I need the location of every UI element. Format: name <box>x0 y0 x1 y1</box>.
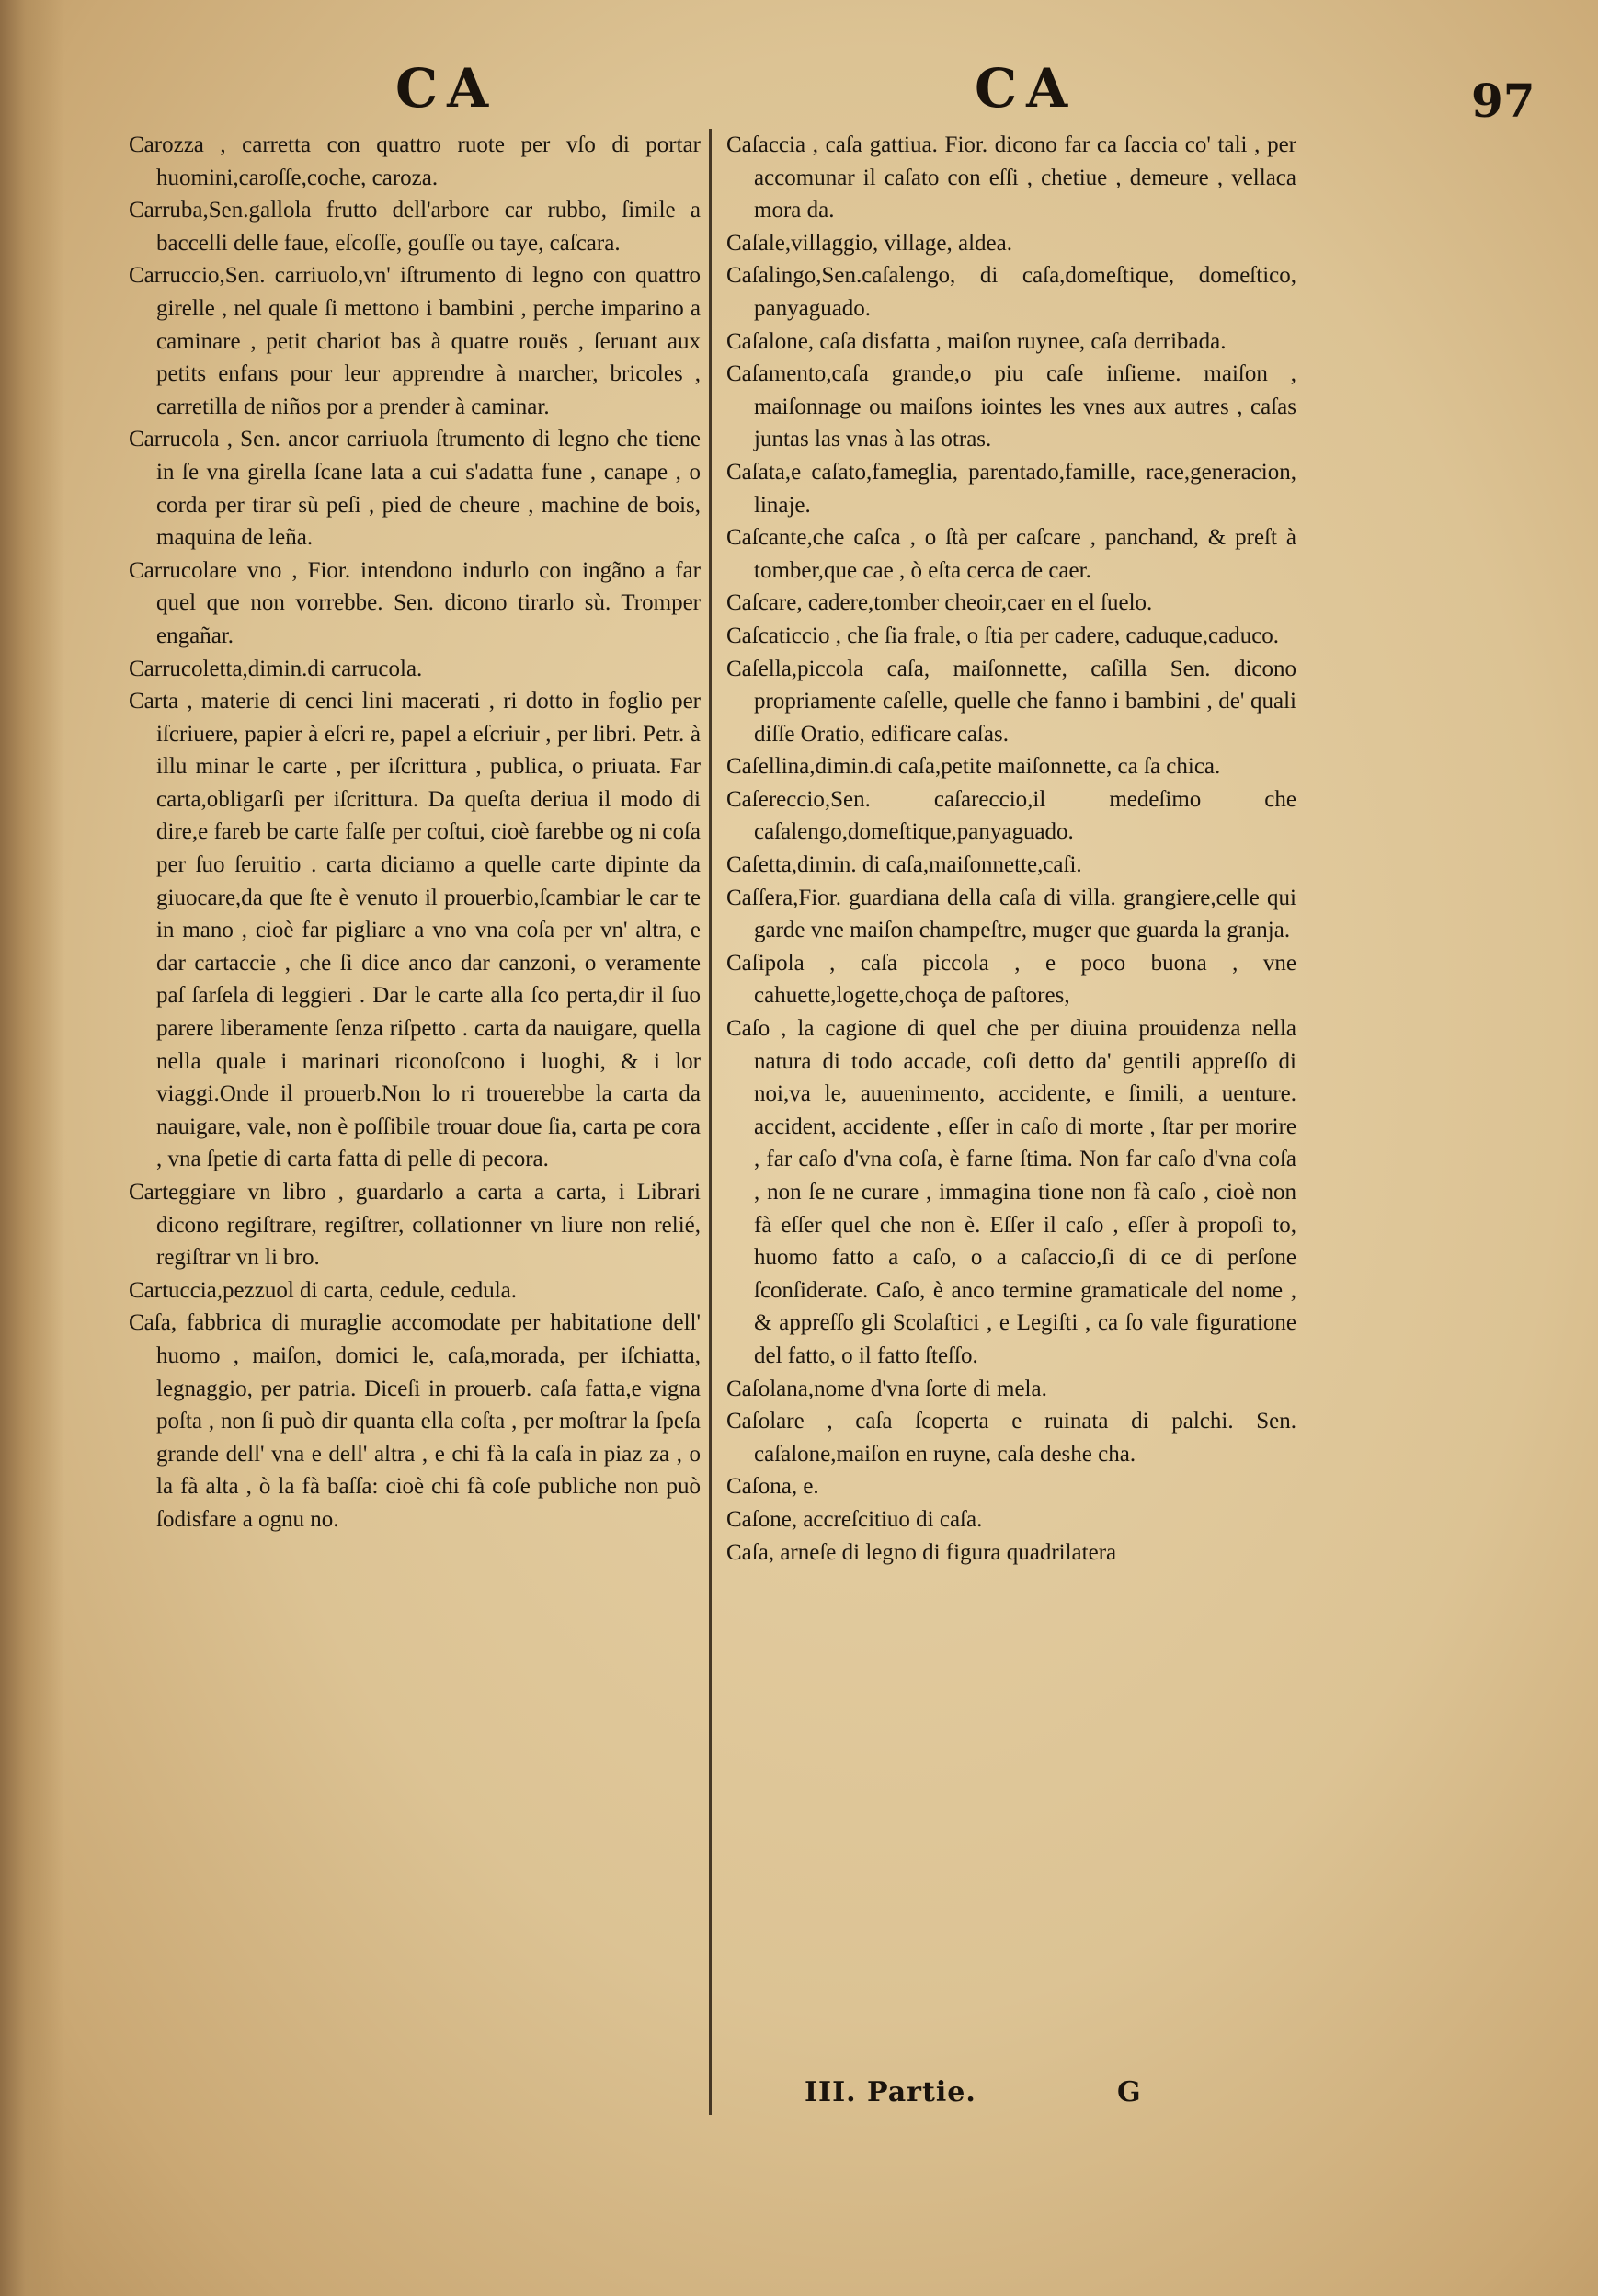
dictionary-entry: Carta , materie di cenci lini macerati , ri dotto in foglio per iſcriuere, papier à eſcri re, papel a eſcriuir , per libri. Petr. à illu minar le carte , per iſcrittura , publica, o priuata. Far carta,obligarſi per iſcrittura. Da queſta deriua il modo di dire,e fareb be carte falſe per coſtui, cioè farebbe og ni coſa per ſuo ſeruitio . carta diciamo a quelle carte dipinte da giuocare,da que ſte è venuto il prouerbio,ſcambiar le car te in mano , cioè far pigliare a vno vna coſa per vn' altra, e dar cartaccie , che ſi dice anco dar canzoni, o veramente paſ ſarſela di leggieri . Dar le carte alla ſco perta,dir il ſuo parere liberamente ſenza riſpetto . carta da nauigare, quella nella quale i marinari riconoſcono i luoghi, & i lor viaggi.Onde il prouerb.Non lo ri trouerebbe la carta da nauigare, vale, non è poſſibile trouar doue ſia, carta pe cora , vna ſpetie di carta fatta di pelle di pecora. <box>129 689 701 1172</box>
dictionary-entry: Caſereccio,Sen. caſareccio,il medeſimo che caſalengo,domeſtique,panyaguado. <box>726 786 1296 845</box>
dictionary-entry: Carrucolare vno , Fior. intendono indurlo con ingãno a far quel que non vorrebbe. Sen. dicono tirarlo sù. Tromper engañar. <box>129 557 701 648</box>
dictionary-entry: Carruba,Sen.gallola frutto dell'arbore car rubbo, ſimile a baccelli delle faue, eſcoſſe, gouſſe ou taye, caſcara. <box>129 198 701 256</box>
dictionary-entry: Caſalingo,Sen.caſalengo, di caſa,domeſtique, domeſtico, panyaguado. <box>726 263 1296 321</box>
dictionary-entry: Caſellina,dimin.di caſa,petite maiſonnette, ca ſa chica. <box>726 754 1221 780</box>
dictionary-entry: Caſona, e. <box>726 1474 819 1500</box>
dictionary-entry: Caſa, arneſe di legno di figura quadrilatera <box>726 1539 1117 1565</box>
dictionary-entry: Caſcaticcio , che ſia frale, o ſtia per cadere, caduque,caduco. <box>726 623 1280 648</box>
dictionary-entry: Caſaccia , caſa gattiua. Fior. dicono far ca ſaccia co' tali , per accomunar il caſato con eſſi , chetiue , demeure , vellaca mora da. <box>726 132 1296 223</box>
dictionary-entry: Caſcante,che caſca , o ſtà per caſcare , panchand, & preſt à tomber,que cae , ò eſta cerca de caer. <box>726 525 1296 583</box>
page-edge-shadow <box>0 0 64 2296</box>
dictionary-entry: Caſo , la cagione di quel che per diuina prouidenza nella natura di todo accade, coſi detto da' gentili appreſſo di noi,va le, auuenimento, accidente, e ſimili, a uenture. accident, accidente , eſſer in caſo di morte , ſtar per morire , far caſo d'vna coſa, è farne ſtima. Non far caſo d'vna coſa , non ſe ne curare , immagina tione non fà caſo , cioè non fà eſſer quel che non è. Eſſer il caſo , eſſer à propoſi to, huomo fatto a caſo, o a caſaccio,ſi di ce di perſone ſconſiderate. Caſo, è anco termine gramaticale del nome , & appreſſo gli Scolaſtici , e Legiſti , ca ſo vale figuratione del fatto, o il fatto ſteſſo. <box>726 1016 1296 1368</box>
part-footer: III. Partie. <box>805 2076 976 2108</box>
dictionary-entry: Caſcare, cadere,tomber cheoir,caer en el ſuelo. <box>726 590 1153 616</box>
running-head-right: CA <box>975 57 1078 120</box>
dictionary-entry: Carteggiare vn libro , guardarlo a carta a carta, i Librari dicono regiſtrare, regiſtrer, collationner vn liure non relié, regiſtrar vn li bro. <box>129 1180 701 1271</box>
dictionary-entry: Caſella,piccola caſa, maiſonnette, caſilla Sen. dicono propriamente caſelle, quelle che fanno i bambini , de' quali diſſe Oratio, edificare caſas. <box>726 656 1296 747</box>
dictionary-entry: Caſetta,dimin. di caſa,maiſonnette,caſi. <box>726 852 1082 878</box>
dictionary-entry: Carrucola , Sen. ancor carriuola ſtrumento di legno che tiene in ſe vna girella ſcane lata a cui s'adatta fune , canape , o corda per tirar sù peſi , pied de cheure , machine de bois, maquina de leña. <box>129 427 701 551</box>
right-column <box>726 129 1296 1569</box>
dictionary-entry: Caſipola , caſa piccola , e poco buona , vne cahuette,logette,choça de paſtores, <box>726 950 1296 1009</box>
dictionary-entry: Caſolare , caſa ſcoperta e ruinata di palchi. Sen. caſalone,maiſon en ruyne, caſa deshe cha. <box>726 1409 1296 1467</box>
dictionary-entry: Carrucoletta,dimin.di carrucola. <box>129 656 423 681</box>
running-head-left: CA <box>395 57 498 120</box>
dictionary-entry: Caſalone, caſa disfatta , maiſon ruynee, caſa derribada. <box>726 328 1227 354</box>
left-column <box>129 129 701 1536</box>
signature-mark: G <box>1117 2076 1141 2108</box>
dictionary-entry: Caſſera,Fior. guardiana della caſa di villa. grangiere,celle qui garde vne maiſon champeſtre, muger que guarda la granja. <box>726 885 1296 943</box>
dictionary-entry: Caſolana,nome d'vna ſorte di mela. <box>726 1376 1047 1401</box>
page-number: 97 <box>1471 74 1535 128</box>
dictionary-entry: Carruccio,Sen. carriuolo,vn' iſtrumento di legno con quattro girelle , nel quale ſi mettono i bambini , perche imparino a caminare , petit chariot bas à quatre rouës , ſeruant aux petits enfans pour leur apprendre à marcher, bricoles , carretilla de niños por a prender à caminar. <box>129 263 701 419</box>
dictionary-entry: Caſa, fabbrica di muraglie accomodate per habitatione dell' huomo , maiſon, domici le, caſa,morada, per iſchiatta, legnaggio, per patria. Diceſi in prouerb. caſa fatta,e vigna poſta , non ſi può dir quanta ella coſta , per moſtrar la ſpeſa grande dell' vna e dell' altra , e chi fà la caſa in piaz za , o la fà alta , ò la fà baſſa: cioè chi fà coſe publiche non può ſodisfare a ognu no. <box>129 1310 701 1532</box>
dictionary-entry: Carozza , carretta con quattro ruote per vſo di portar huomini,caroſſe,coche, caroza. <box>129 132 701 190</box>
dictionary-entry: Cartuccia,pezzuol di carta, cedule, cedula. <box>129 1277 517 1303</box>
dictionary-entry: Caſale,villaggio, village, aldea. <box>726 230 1012 256</box>
dictionary-entry: Caſata,e caſato,fameglia, parentado,famille, race,generacion, linaje. <box>726 459 1296 518</box>
column-divider <box>709 129 712 2115</box>
dictionary-entry: Caſone, accreſcitiuo di caſa. <box>726 1506 983 1532</box>
dictionary-entry: Caſamento,caſa grande,o piu caſe inſieme. maiſon , maiſonnage ou maiſons iointes les vnes aux autres , caſas juntas las vnas à las otras. <box>726 361 1296 452</box>
